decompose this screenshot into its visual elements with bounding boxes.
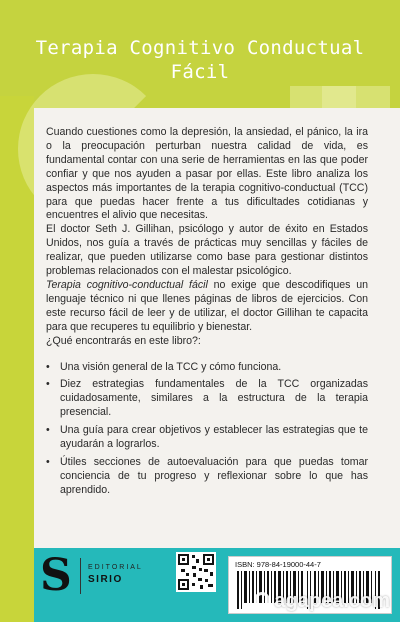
question-heading: ¿Qué encontrarás en este libro?: [46,334,201,347]
list-item: • Una visión general de la TCC y cómo funciona. [46,361,368,375]
list-item: • Útiles secciones de autoevaluación para que puedas tomar conciencia de tu progreso y reflexionar sobre lo que has aprendido. [46,456,368,498]
watermark-logo-icon [254,592,270,608]
site-watermark-text: agapea.com [274,590,390,612]
qr-code-icon [176,552,216,592]
publisher-line-1: EDITORIAL [88,564,143,571]
site-watermark [254,590,390,616]
paragraph-1: Cuando cuestiones como la depresión, la ansiedad, el pánico, la ira o la preocupación perturban nuestra calidad de vida, es fundamental contar con una serie de herramientas en las que poder confiar y que nos ayuden a pasar por ellas. Este libro analiza los aspectos más importantes de la terapia cognitivo-conductual (TCC) para que puedas hacer frente a tus dificultades cotidianas y encuentres el alivio que necesitas. [46,126,368,222]
qr-code-graphic [176,552,216,592]
book-title-italic: Terapia cognitivo-conductual fácil [46,278,208,291]
book-title [10,36,390,84]
paragraph-3 [46,279,368,335]
text-panel [34,108,400,548]
paragraph-2: El doctor Seth J. Gillihan, psicólogo y autor de éxito en Estados Unidos, nos guía a través de prácticas muy sencillas y fáciles de realizar, que pueden utilizarse como base para gestionar distintos problemas relacionados con el malestar psicológico. [46,223,368,278]
list-item: • Una guía para crear objetivos y establecer las estrategias que te ayudarán a lograrlos. [46,424,368,452]
isbn-text: ISBN: 978-84-19000-44-7 [235,560,321,569]
list-item: • Diez estrategias fundamentales de la TCC organizadas cuidadosamente, similares a la estructura de la terapia presencial. [46,378,368,420]
title-line-1: Terapia Cognitivo Conductual [35,37,365,59]
publisher-logo [40,552,190,600]
feature-list [46,361,368,498]
paragraph-3-rest: no exige que descodifiques un lenguaje técnico ni que llenes páginas de libros de ejercicios. Con este recurso fácil de leer y de utilizar, el doctor Gillihan te capacita para que recuperes tu equilibrio y bienestar. [46,278,368,333]
publisher-line-2: SIRIO [88,574,123,585]
publisher-divider [80,558,81,594]
sirio-s-icon: S [40,550,72,601]
title-line-2: Fácil [170,61,230,83]
description-text [46,126,368,502]
